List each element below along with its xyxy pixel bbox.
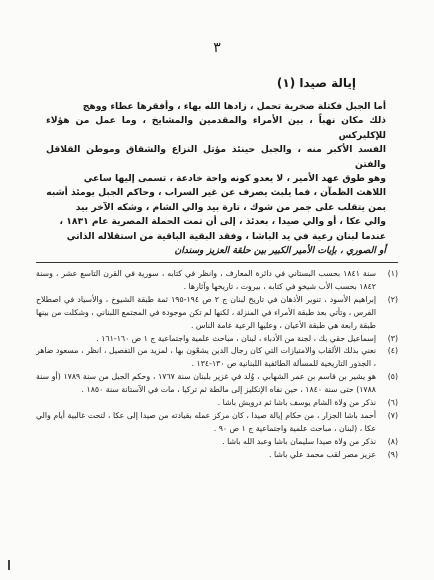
- footnote-item: [36, 268, 398, 294]
- footnote-text: أحمد باشا الجزار ، من حكام إيالة صيدا ، كان مركز عمله بقيادته من صيدا إلى عكا ، لتحت غالبية أيام والي عكا ، (لبنان ، مباحث علمية واجتماعية ج ١ ص ٩٠ .: [36, 410, 376, 433]
- footnote-item: [36, 436, 398, 449]
- footnote-number: (٣): [387, 333, 398, 343]
- footnote-item: [36, 371, 398, 397]
- footnote-number: (٢): [387, 294, 398, 304]
- body-line: عندما لبنان رعية في يد الباشا ، وفقد البقية الباقية من استقلاله الذاتي: [66, 230, 386, 242]
- footnote-number: (٨): [387, 436, 398, 446]
- footnote-text: عزيز مصر لقب محمد علي باشا .: [269, 449, 376, 459]
- footnote-item: [36, 410, 398, 436]
- footnote-separator: [36, 262, 398, 263]
- footnote-number: (٥): [387, 372, 398, 382]
- body-line: بمن يتقلب على جمر من شوك ، تارة بيد والي الشام ، وشكه الآخر بيد: [75, 201, 386, 213]
- page-number: ٣: [213, 40, 221, 56]
- body-line: اللاهث الظمآن ، فما يلبث يصرف عن غير السراب ، وحاكم الجبل يومئذ أشبه: [46, 187, 386, 199]
- footnote-item: [36, 397, 398, 410]
- footnote-text: سنة ١٨٤١ بحسب البستاني في دائرة المعارف ، وانظر في كتابه ، سورية في القرن التاسع عشر ، وسنة ١٨٤٢ بحسب الأب شيخو في كتابه ، بيروت ، تاريخها وآثارها .: [36, 269, 376, 291]
- footnote-text: إبراهيم الأسود ، تنوير الأذهان في تاريخ لبنان ج ٢ ص ١٩٤-١٩٥ ثمة طبقة الشيوخ ، والأسياد في اصطلاح الفرس ، وتأتي بعد طبقة الأمراء في المنزلة ، لكنها لم تكن موجودة في المجتمع اللبناني ، وشكلت من بينها طبقة رابعة هي طبقة الأعيان ، وعليها الرعية عامة الناس .: [36, 294, 376, 330]
- body-text: [46, 100, 386, 258]
- footnote-text: هو يشير بن قاسم بن عمر الشهابي ، وُلد في غزير بلبنان سنة ١٧٦٧ ، وحكم الجبل من سنة ١٧٨٩ (أو سنة ١٧٨٨) حتى سنة ١٨٤٠ ، حين نفاه الإنكليز إلى مالطة ثم تركيا ، مات في الآستانة سنة ١٨٥٠ .: [36, 372, 376, 395]
- body-line: والي عكا ، أو والي صيدا ، بعدئذ ، إلى أن تمت الحملة المصرية عام ١٨٣١ ،: [59, 216, 386, 228]
- footnote-number: (١): [387, 269, 398, 278]
- body-line: أو الصوري ، بإيات الأمير الكبير بين حلقة العزيز وسندان: [174, 245, 386, 257]
- section-heading-footnote-ref: (١): [276, 76, 296, 90]
- body-line: الفسد الأكبر منه ، والجبل حينئذ مؤتل النزاع والشقاق وموطن القلاقل والفتن: [46, 144, 386, 170]
- margin-mark: [8, 560, 10, 570]
- section-heading: [277, 76, 356, 90]
- footnote-number: (٧): [387, 410, 398, 420]
- footnote-item: [36, 345, 398, 371]
- footnote-item: [36, 333, 398, 346]
- footnote-item: [36, 294, 398, 333]
- body-line: أما الجبل فكتلة صخرية تحمل ، زادها الله بهاء ، وأفقرها عطاء ووهج: [82, 101, 386, 112]
- footnote-number: (٦): [387, 398, 398, 408]
- footnotes-list: [36, 268, 398, 462]
- section-heading-text: إيالة صيدا: [299, 76, 356, 90]
- body-line: وهو طوق عهد الأمير ، لا يعدو كونه واحة خادعة ، تسمى إليها ساعي: [83, 173, 386, 185]
- footnote-number: (٩): [387, 449, 398, 459]
- footnote-number: (٤): [387, 346, 398, 356]
- footnote-text: نذكر من ولاة الشام يوسف باشا ثم درويش باشا .: [217, 398, 376, 408]
- body-line: ذلك مكان نهباً ، بين الأمراء والمقدمين والمشايخ ، وما عمل من هؤلاء للإكليركس: [46, 115, 386, 141]
- footnote-item: [36, 449, 398, 462]
- footnote-text: نعني بذلك الألقاب والامتيازات التي كان رجال الدين يشعّون بها ، لمزيد من التفصيل ، انظر ، مسعود ضاهر ، الجذور التاريخية للمسألة الطائفية اللبنانية ص ١٣٠-١٣٤ .: [36, 346, 376, 369]
- footnote-text: إسماعيل حقي بك ، لجنة من الأدباء ، لبنان ، مباحث علمية واجتماعية ج ١ ص ١٦٠-١٦١ .: [96, 333, 376, 343]
- footnote-text: نذكر من ولاة صيدا سليمان باشا وعبد الله باشا .: [222, 436, 376, 446]
